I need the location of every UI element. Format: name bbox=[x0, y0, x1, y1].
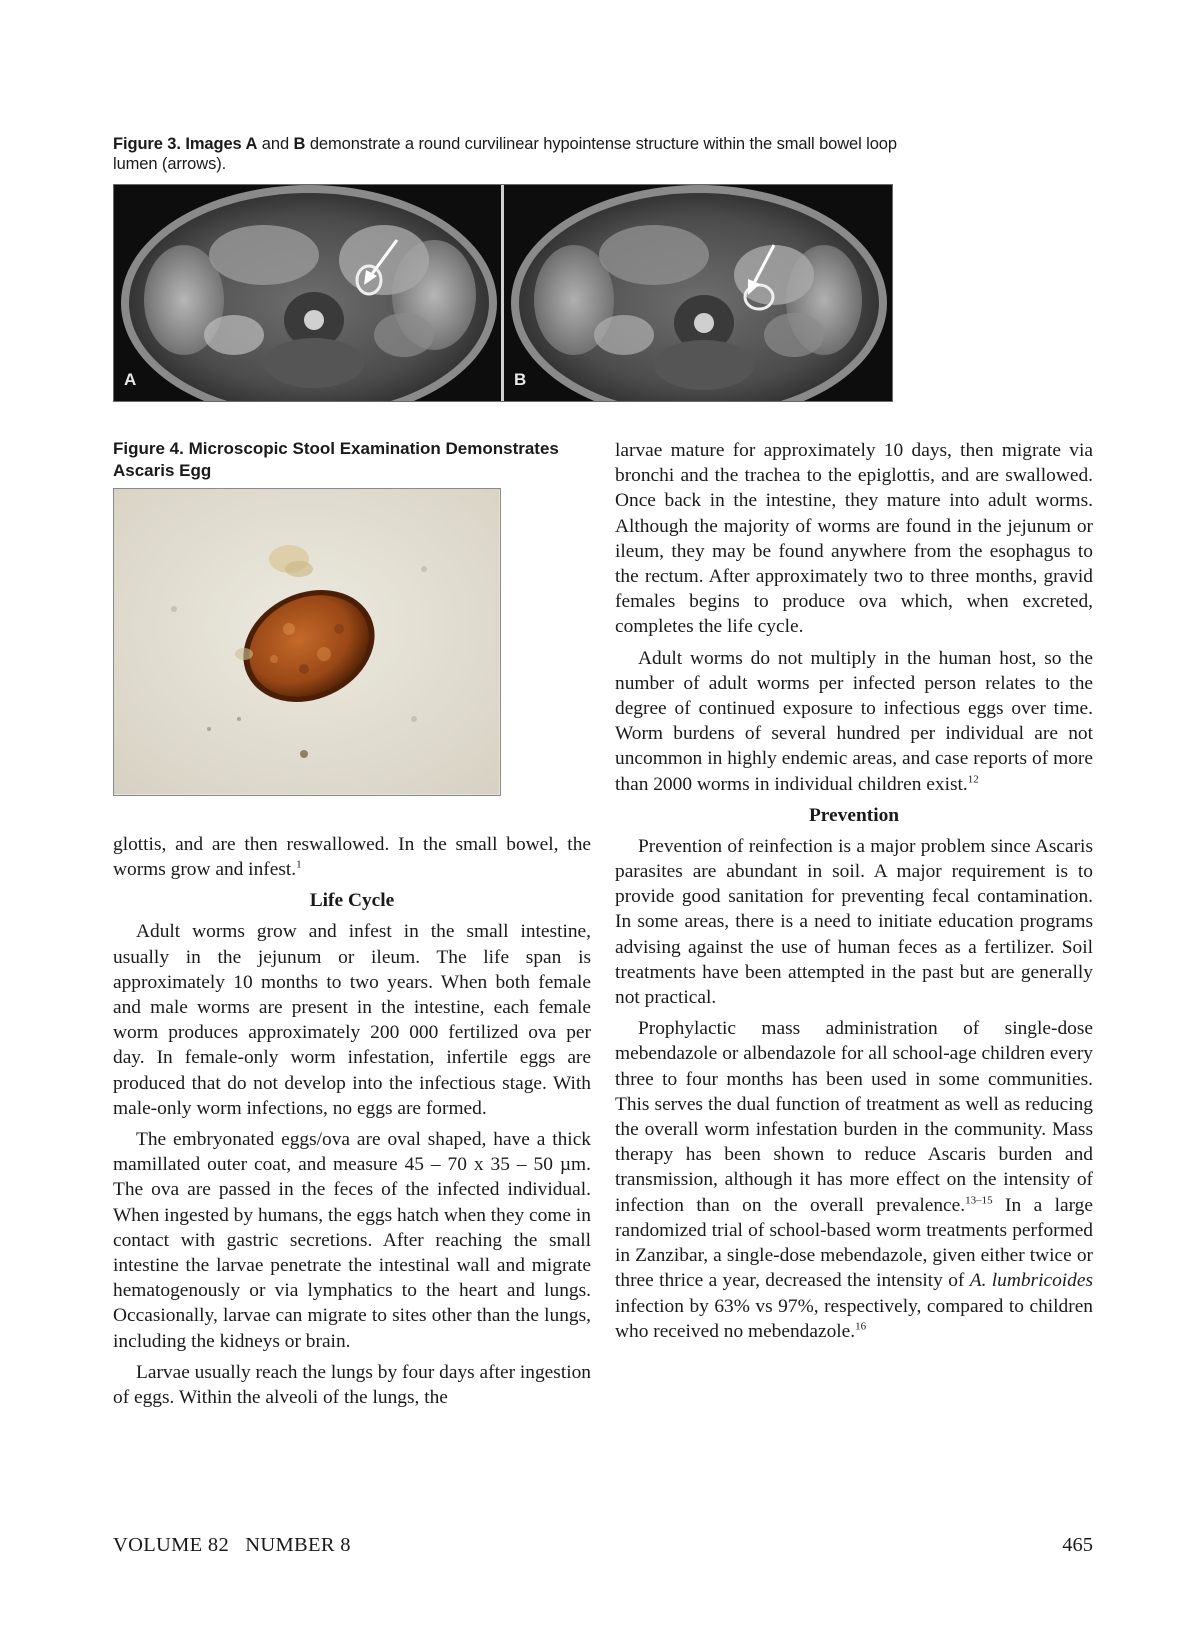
figure-3-label: Figure 3. bbox=[113, 135, 181, 153]
right-column bbox=[615, 438, 1093, 1350]
panel-a-label: A bbox=[124, 370, 137, 389]
paragraph: Adult worms do not multiply in the human host, so the number of adult worms per infected person relates to the degree of continued exposure to infectious eggs over time. Worm burdens of several hundred per individual are not uncommon in highly endemic areas, and case reports of more than 2000 worms in individual children exist.$^{12}$ bbox=[615, 647, 1093, 795]
panel-b-label: B bbox=[514, 370, 527, 389]
mri-image-a bbox=[114, 185, 501, 401]
figure-3-caption-mid: and bbox=[261, 135, 290, 153]
figure-4-caption: Figure 4. Microscopic Stool Examination Demonstrates Ascaris Egg bbox=[113, 439, 559, 480]
reference-13-15: 13–15 bbox=[965, 1194, 993, 1207]
reference-16: 16 bbox=[855, 1320, 867, 1333]
paragraph-continuation: glottis, and are then reswallowed. In the small bowel, the worms grow and infest.$^1$ bbox=[113, 834, 591, 881]
figure-4-microscope-image bbox=[113, 488, 501, 796]
figure-3-caption-text: demonstrate a round curvilinear hypointense structure within the small bowel loop lumen (arrows). bbox=[113, 135, 897, 173]
paragraph: Prevention of reinfection is a major problem since Ascaris parasites are abundant in soil. A major requirement is to provide good sanitation for preventing fecal contamination. In some areas, there is a need to initiate education programs advising against the use of human feces as a fertilizer. Soil treatments have been attempted in the past but are generally not practical. bbox=[615, 835, 1093, 1009]
section-heading-life-cycle: Life Cycle bbox=[309, 890, 395, 912]
paragraph: Prophylactic mass administration of single-dose mebendazole or albendazole for all school-age children every three to four months has been used in some communities. This serves the dual function of treatment as well as reducing the overall worm infestation burden in the community. Mass therapy has been shown to reduce Ascaris burden and transmission, although it has more effect on the intensity of infection than on the overall prevalence.$^{13-15}$ In a large randomized trial of school-based worm treatments performed in Zanzibar, a single-dose mebendazole, given either twice or three thrice a year, decreased the intensity of A. lumbricoides infection by 63% vs 97%, respectively, compared to children who received no mebendazole.$^{16}$ bbox=[615, 1018, 1094, 1342]
section-heading-prevention: Prevention bbox=[808, 804, 900, 826]
paragraph-continuation: larvae mature for approximately 10 days, then migrate via bronchi and the trachea to the epiglottis, and are swallowed. Once back in the intestine, they mature into adult worms. Although the majority of worms are found in the jejunum or ileum, they may be found anywhere from the esophagus to the rectum. After approximately two to three months, gravid females begins to produce ova which, when excreted, completes the life cycle. bbox=[615, 440, 1093, 638]
paragraph: The embryonated eggs/ova are oval shaped, have a thick mamillated outer coat, and measure 45 – 70 x 35 – 50 µm. The ova are passed in the feces of the infected individual. When ingested by humans, the eggs hatch when they come in contact with gastric secretions. After reaching the small intestine the larvae penetrate the intestinal wall and migrate hematogenously or via lymphatics to the heart and lungs. Occasionally, larvae can migrate to sites other than the lungs, including the kidneys or brain. bbox=[113, 1129, 591, 1352]
figure-3-caption bbox=[113, 134, 903, 174]
paragraph: Adult worms grow and infest in the small intestine, usually in the jejunum or ileum. The life span is approximately 10 months to two years. When both female and male worms are present in the intestine, each female worm produces approximately 200 000 fertilized ova per day. In female-only worm infestation, infertile eggs are produced that do not develop into the infectious stage. With male-only worm infections, no eggs are formed. bbox=[113, 921, 591, 1119]
mri-image-b bbox=[504, 185, 892, 401]
figure-3-caption-bold-2: B bbox=[293, 135, 306, 153]
paragraph: Larvae usually reach the lungs by four days after ingestion of eggs. Within the alveoli of the lungs, the bbox=[113, 1361, 591, 1409]
figure-3-caption-bold-1: Images A bbox=[185, 135, 258, 153]
footer-volume: VOLUME 82 NUMBER 8 bbox=[113, 1534, 351, 1556]
left-column bbox=[113, 832, 591, 1416]
reference-12: 12 bbox=[967, 773, 979, 786]
species-name: A. lumbricoides bbox=[969, 1270, 1094, 1292]
page-number: 465 bbox=[1062, 1534, 1093, 1556]
figure-3-mri-panels bbox=[113, 184, 893, 402]
reference-1: 1 bbox=[296, 858, 302, 871]
